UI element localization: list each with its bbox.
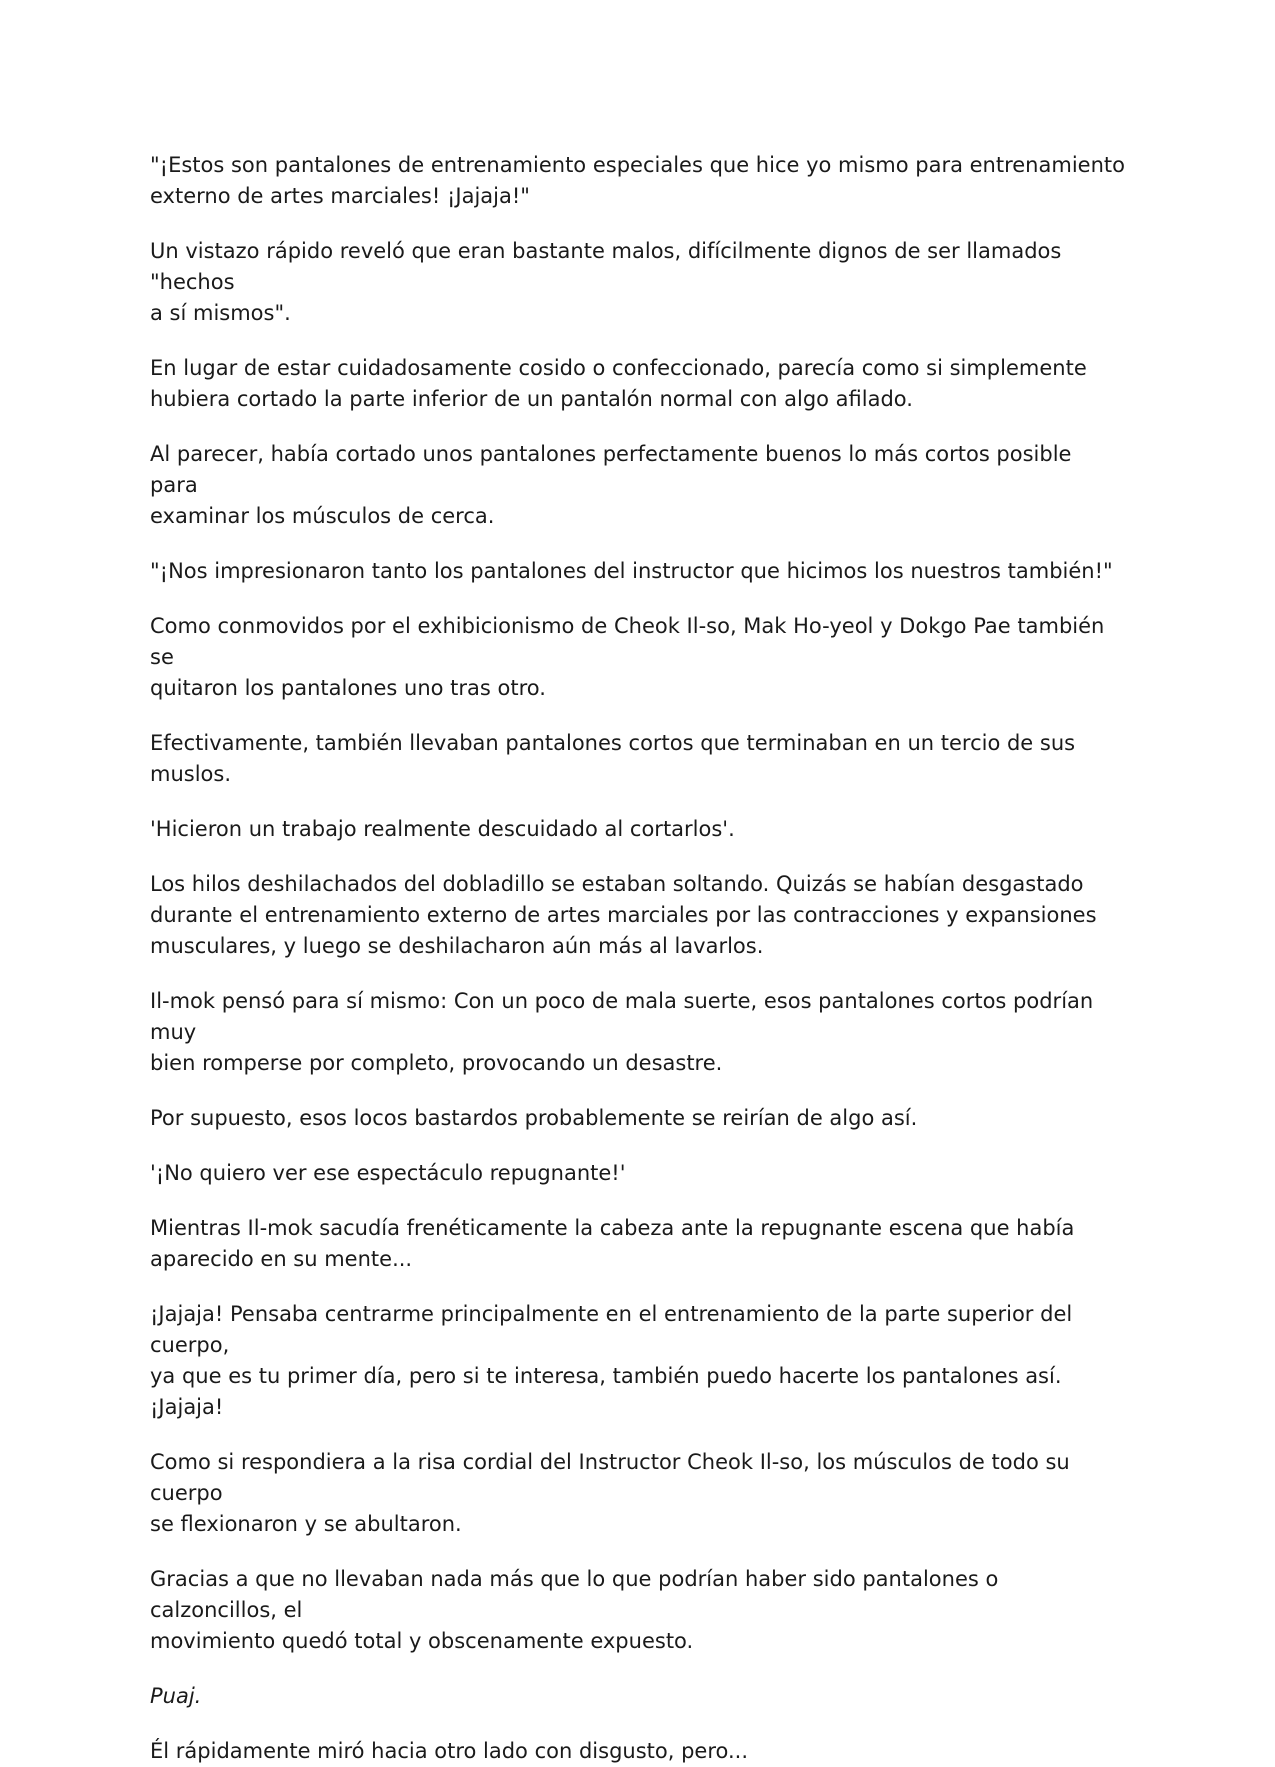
paragraph: ¡Jajaja! Pensaba centrarme principalmente en el entrenamiento de la parte superior del cuerpo, ya que es tu primer día, pero si te interesa, también puedo hacerte los pantalones así. ¡Jajaja! <box>150 1302 1073 1419</box>
paragraph: Él rápidamente miró hacia otro lado con disgusto, pero... <box>150 1739 749 1763</box>
paragraph: Como si respondiera a la risa cordial del Instructor Cheok Il-so, los músculos de todo su cuerpo se flexionaron y se abultaron. <box>150 1450 1070 1536</box>
paragraph: Efectivamente, también llevaban pantalones cortos que terminaban en un tercio de sus muslos. <box>150 731 1076 786</box>
paragraph: Como conmovidos por el exhibicionismo de Cheok Il-so, Mak Ho-yeol y Dokgo Pae también se quitaron los pantalones uno tras otro. <box>150 614 1105 700</box>
paragraph: Mientras Il-mok sacudía frenéticamente la cabeza ante la repugnante escena que había aparecido en su mente... <box>150 1216 1075 1271</box>
paragraph: "¡Nos impresionaron tanto los pantalones del instructor que hicimos los nuestros también!" <box>150 559 1113 583</box>
paragraph: Los hilos deshilachados del dobladillo se estaban soltando. Quizás se habían desgastado durante el entrenamiento externo de artes marciales por las contracciones y expansiones musculares, y luego se deshilacharon aún más al lavarlos. <box>150 872 1097 958</box>
paragraph: Un vistazo rápido reveló que eran bastante malos, difícilmente dignos de ser llamados "hechos a sí mismos". <box>150 239 1062 325</box>
paragraph: En lugar de estar cuidadosamente cosido o confeccionado, parecía como si simplemente hubiera cortado la parte inferior de un pantalón normal con algo afilado. <box>150 356 1087 411</box>
paragraph-italic: Puaj. <box>150 1684 202 1708</box>
paragraph: Il-mok pensó para sí mismo: Con un poco de mala suerte, esos pantalones cortos podrían muy bien romperse por completo, provocando un desastre. <box>150 989 1094 1075</box>
paragraph: "¡Estos son pantalones de entrenamiento especiales que hice yo mismo para entrenamiento externo de artes marciales! ¡Jajaja!" <box>150 153 1125 208</box>
paragraph: Por supuesto, esos locos bastardos probablemente se reirían de algo así. <box>150 1106 918 1130</box>
paragraph: Gracias a que no llevaban nada más que lo que podrían haber sido pantalones o calzoncillos, el movimiento quedó total y obscenamente expuesto. <box>150 1567 999 1653</box>
paragraph: 'Hicieron un trabajo realmente descuidado al cortarlos'. <box>150 817 735 841</box>
paragraph: '¡No quiero ver ese espectáculo repugnante!' <box>150 1161 626 1185</box>
paragraph: Al parecer, había cortado unos pantalones perfectamente buenos lo más cortos posible para examinar los músculos de cerca. <box>150 442 1072 528</box>
